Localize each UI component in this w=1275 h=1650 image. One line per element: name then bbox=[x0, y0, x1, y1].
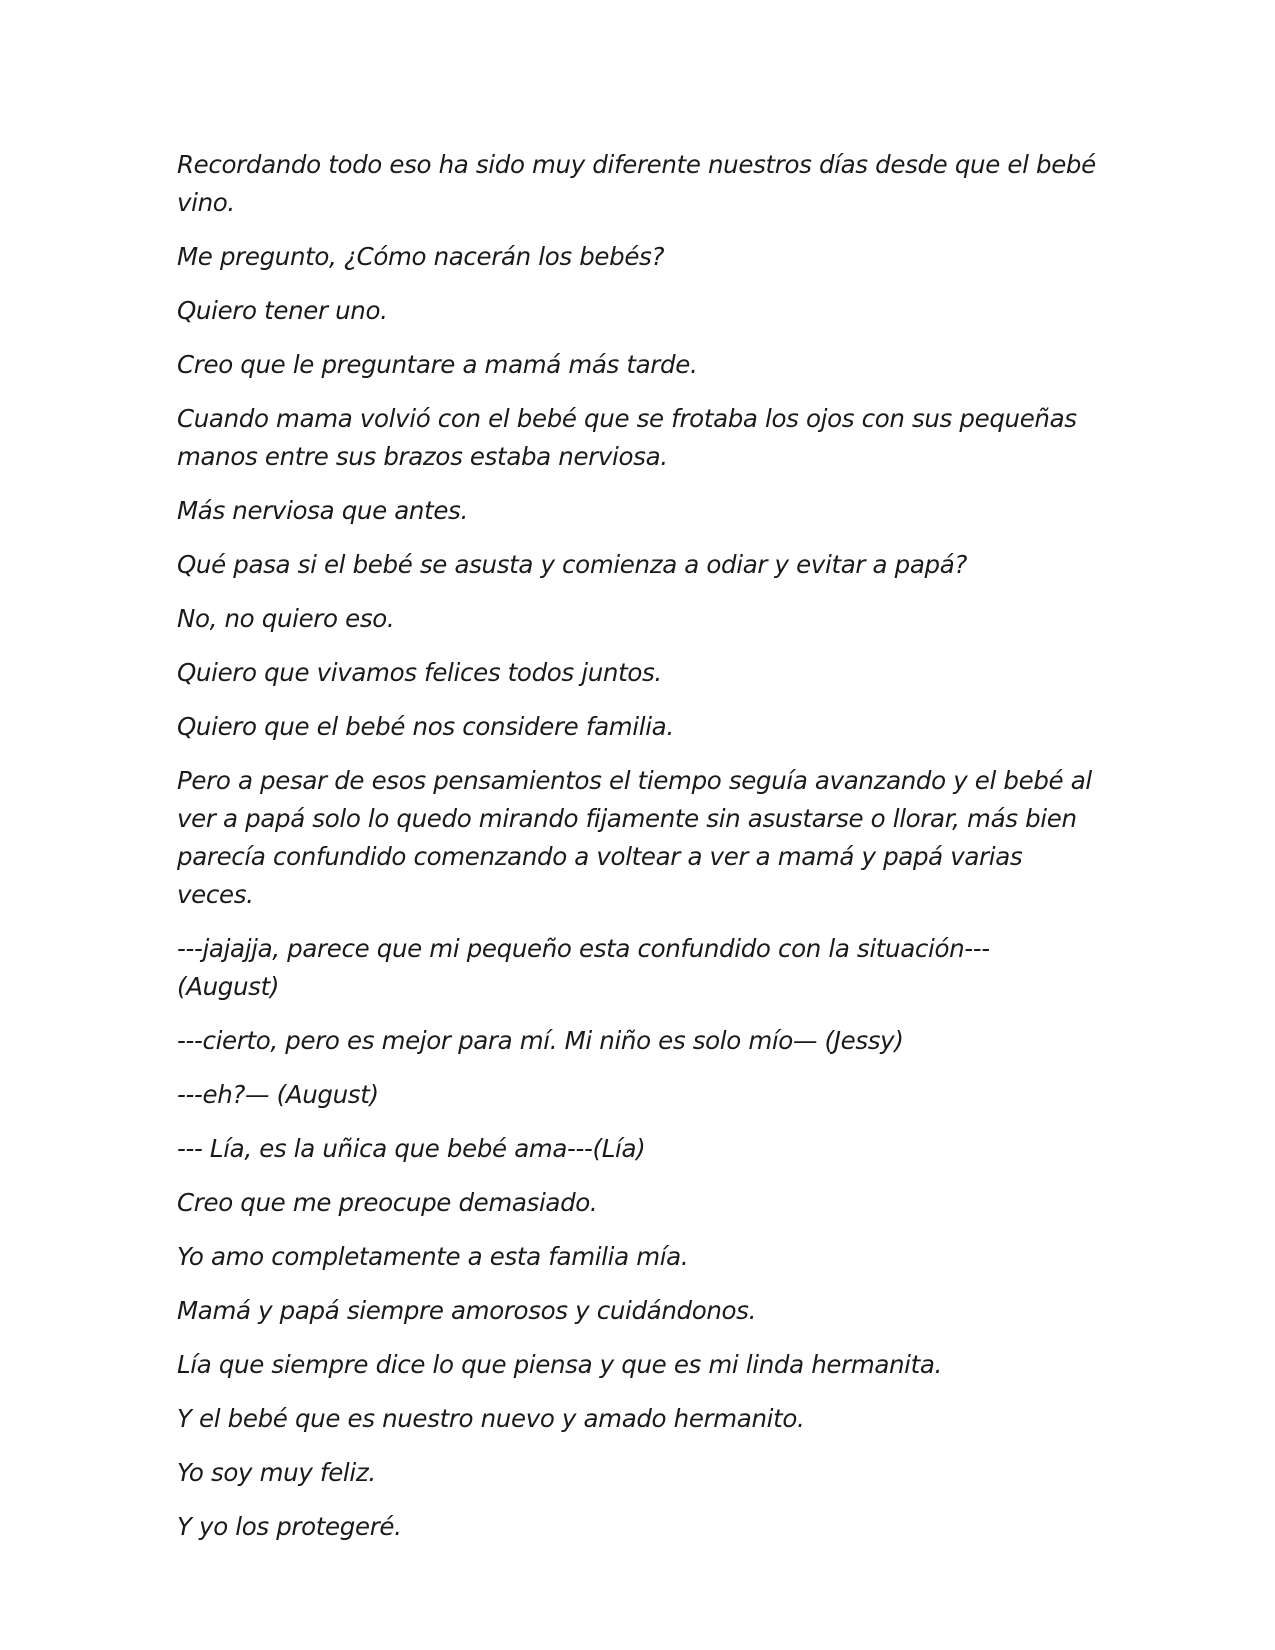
body-text bbox=[177, 146, 1104, 1562]
paragraph: Cuando mama volvió con el bebé que se frotaba los ojos con sus pequeñas manos entre sus brazos estaba nerviosa. bbox=[177, 404, 1085, 471]
paragraph: Me pregunto, ¿Cómo nacerán los bebés? bbox=[177, 242, 665, 271]
paragraph: Quiero que vivamos felices todos juntos. bbox=[177, 658, 662, 687]
paragraph: Qué pasa si el bebé se asusta y comienza a odiar y evitar a papá? bbox=[177, 550, 968, 579]
paragraph: Y el bebé que es nuestro nuevo y amado hermanito. bbox=[177, 1404, 805, 1433]
paragraph: Quiero tener uno. bbox=[177, 296, 388, 325]
paragraph: Lía que siempre dice lo que piensa y que es mi linda hermanita. bbox=[177, 1350, 942, 1379]
paragraph: Creo que le preguntare a mamá más tarde. bbox=[177, 350, 698, 379]
dialogue-line: ---eh?— (August) bbox=[177, 1080, 379, 1109]
paragraph: No, no quiero eso. bbox=[177, 604, 395, 633]
dialogue-line: ---jajajja, parece que mi pequeño esta confundido con la situación--- (August) bbox=[177, 934, 998, 1001]
paragraph: Yo amo completamente a esta familia mía. bbox=[177, 1242, 689, 1271]
paragraph: Pero a pesar de esos pensamientos el tiempo seguía avanzando y el bebé al ver a papá solo lo quedo mirando fijamente sin asustarse o llorar, más bien parecía confundido comenzando a voltear a ver a mamá y papá varias veces. bbox=[177, 766, 1100, 909]
paragraph: Yo soy muy feliz. bbox=[177, 1458, 376, 1487]
paragraph: Quiero que el bebé nos considere familia. bbox=[177, 712, 674, 741]
dialogue-line: ---cierto, pero es mejor para mí. Mi niño es solo mío— (Jessy) bbox=[177, 1026, 904, 1055]
dialogue-line: --- Lía, es la uñica que bebé ama---(Lía) bbox=[177, 1134, 646, 1163]
paragraph: Recordando todo eso ha sido muy diferente nuestros días desde que el bebé vino. bbox=[177, 150, 1104, 217]
paragraph: Y yo los protegeré. bbox=[177, 1512, 402, 1541]
paragraph: Creo que me preocupe demasiado. bbox=[177, 1188, 598, 1217]
paragraph: Más nerviosa que antes. bbox=[177, 496, 468, 525]
paragraph: Mamá y papá siempre amorosos y cuidándonos. bbox=[177, 1296, 757, 1325]
